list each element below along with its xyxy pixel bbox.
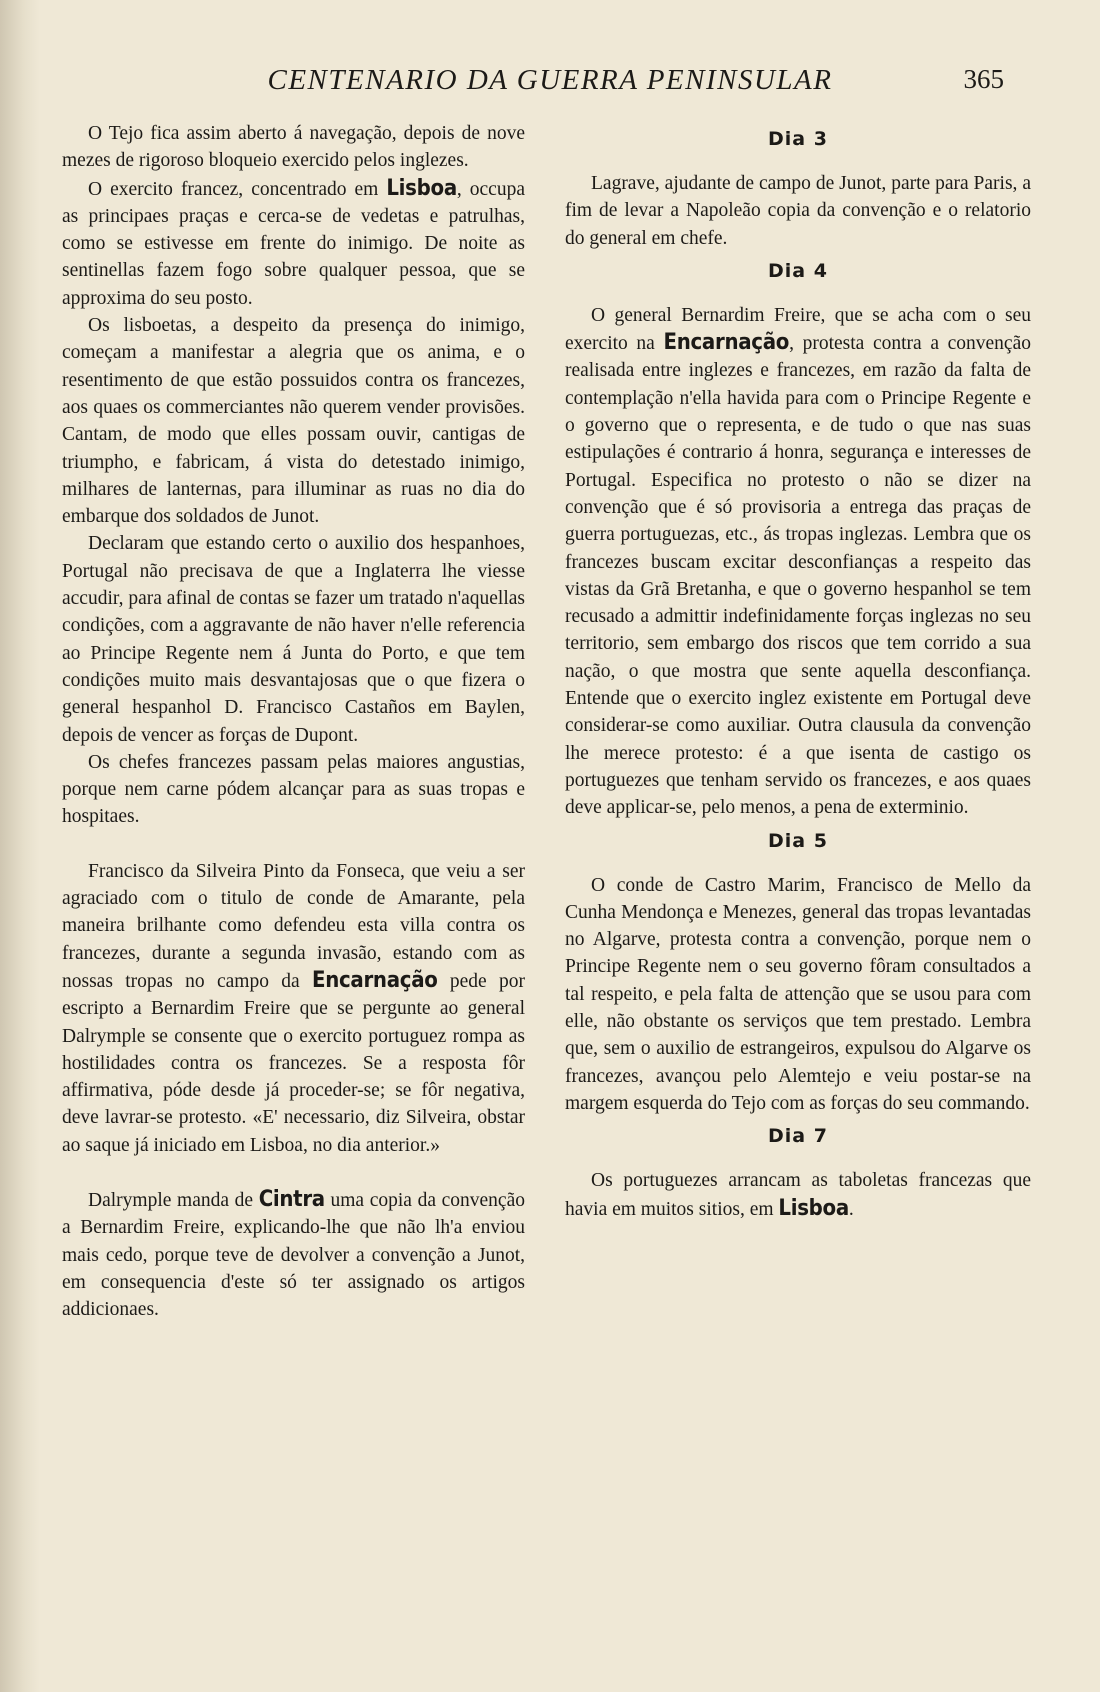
paragraph — [62, 175, 525, 312]
day-heading: Dia 3 — [768, 128, 828, 150]
text-run: O exercito francez, concentrado em — [88, 178, 387, 200]
text-run: Declaram que estando certo o auxilio dos hespanhoes, Portugal não precisava de que a Inglaterra lhe viesse accudir, para afinal de contas se fazer um tratado n'aquellas condições, com a aggravante de não haver n'elle referencia ao Principe Regente nem á Junta do Porto, e que tem condições muito mais desvantajosas que o que fizera o general hespanhol D. Francisco Castaños em Baylen, depois de vencer as forças de Dupont. — [62, 533, 525, 746]
text-run: . — [848, 1198, 854, 1220]
paragraph — [565, 302, 1031, 822]
paragraph — [62, 530, 525, 748]
place-name: Lisboa — [386, 175, 457, 201]
text-run: , occupa as principaes praças e cerca-se de vedetas e patrulhas, como se estivesse em frente do inimigo. De noite as sentinellas fazem fogo sobre qualquer pessoa, que se approxima do seu posto. — [62, 178, 525, 309]
paragraph — [565, 1167, 1031, 1223]
text-run: O general Bernardim Freire, que se acha com o seu exercito na — [565, 304, 1031, 355]
place-name: Encarnação — [663, 330, 790, 356]
paragraph — [565, 872, 1031, 1118]
right-column — [565, 120, 1031, 1223]
paragraph — [62, 312, 525, 530]
text-run: , protesta contra a convenção realisada entre inglezes e francezes, em razão da falta de contemplação n'ella havida para com o Principe Regente e o governo que o representa, e de tudo o que nas suas estipulações é contrario á honra, segurança e interesses de Portugal. Especifica no protesto o não se dizer na convenção que é só provisoria a entrega das praças de guerra portuguezas, etc., ás tropas inglezas. Lembra que os francezes buscam excitar desconfianças a respeito das vistas da Grã Bretanha, e que o governo hespanhol se tem recusado a admittir indefinidamente forças inglezas no seu territorio, sem embargo dos riscos que tem corrido a sua nação, o que mostra que sente aquella desconfiança. Entende que o exercito inglez existente em Portugal deve considerar-se como auxiliar. Outra clausula da convenção lhe merece protesto: é a que isenta de castigo os portuguezes que tenham servido os francezes, e aos quaes deve applicar-se, pelo menos, a pena de exterminio. — [565, 333, 1031, 819]
text-run: Os lisboetas, a despeito da presença do inimigo, começam a manifestar a alegria que os anima, e o resentimento de que estão possuidos contra os francezes, aos quaes os commerciantes não querem vender provisões. Cantam, de modo que elles possam ouvir, cantigas de triumpho, e fabricam, á vista do detestado inimigo, milhares de lanternas, para illuminar as ruas no dia do embarque dos soldados de Junot. — [62, 315, 525, 528]
paragraph — [565, 170, 1031, 252]
text-run: Dalrymple manda de — [88, 1189, 259, 1211]
text-run: Os portuguezes arrancam as taboletas francezas que havia em muitos sitios, em — [565, 1170, 1031, 1220]
text-run: Os chefes francezes passam pelas maiores angustias, porque nem carne pódem alcançar para as suas tropas e hospitaes. — [62, 751, 525, 828]
place-name: Lisboa — [778, 1195, 849, 1221]
text-run: O conde de Castro Marim, Francisco de Mello da Cunha Mendonça e Menezes, general das tropas levantadas no Algarve, protesta contra a convenção, porque nem o Principe Regente nem o seu governo fôram consultados a tal respeito, e pela falta de attenção que se usou para com elle, não obstante os serviços que tem prestado. Lembra que, sem o auxilio de estrangeiros, expulsou do Algarve os francezes, avançou pelo Alemtejo e veiu postar-se na margem esquerda do Tejo com as forças do seu commando. — [565, 874, 1031, 1114]
text-run: uma copia da convenção a Bernardim Freire, explicando-lhe que não lh'a enviou mais cedo, porque teve de devolver a convenção a Junot, em consequencia d'este só ter assignado os artigos addicionaes. — [62, 1189, 525, 1321]
text-run: Francisco da Silveira Pinto da Fonseca, que veiu a ser agraciado com o titulo de conde de Amarante, pela maneira brilhante como defendeu esta villa contra os francezes, durante a segunda invasão, estando com as nossas tropas no campo da — [62, 860, 525, 992]
paragraph — [62, 858, 525, 1159]
day-heading: Dia 4 — [768, 259, 828, 282]
text-run: pede por escripto a Bernardim Freire que se pergunte ao general Dalrymple se consente que o exercito portuguez rompa as hostilidades contra os francezes. Se a resposta fôr affirmativa, póde desde já proceder-se; se fôr negativa, deve lavrar-se protesto. «E' necessario, diz Silveira, obstar ao saque já iniciado em Lisboa, no dia anterior.» — [62, 970, 525, 1156]
page-binding-shadow — [0, 0, 40, 1692]
text-run: O Tejo fica assim aberto á navegação, depois de nove mezes de rigoroso bloqueio exercido pelos inglezes. — [62, 123, 525, 172]
day-heading: Dia 7 — [768, 1125, 828, 1148]
paragraph — [62, 1186, 525, 1323]
paragraph — [62, 120, 525, 175]
section-gap — [62, 831, 525, 858]
left-column — [62, 120, 525, 1323]
place-name: Encarnação — [311, 967, 438, 993]
paragraph — [62, 749, 525, 831]
day-heading: Dia 5 — [768, 829, 828, 852]
text-run: Lagrave, ajudante de campo de Junot, parte para Paris, a fim de levar a Napoleão copia da convenção e o relatorio do general em chefe. — [565, 173, 1031, 249]
page-number: 365 — [963, 64, 1004, 94]
running-head: CENTENARIO DA GUERRA PENINSULAR — [267, 64, 833, 96]
place-name: Cintra — [258, 1186, 325, 1212]
section-gap — [62, 1159, 525, 1186]
